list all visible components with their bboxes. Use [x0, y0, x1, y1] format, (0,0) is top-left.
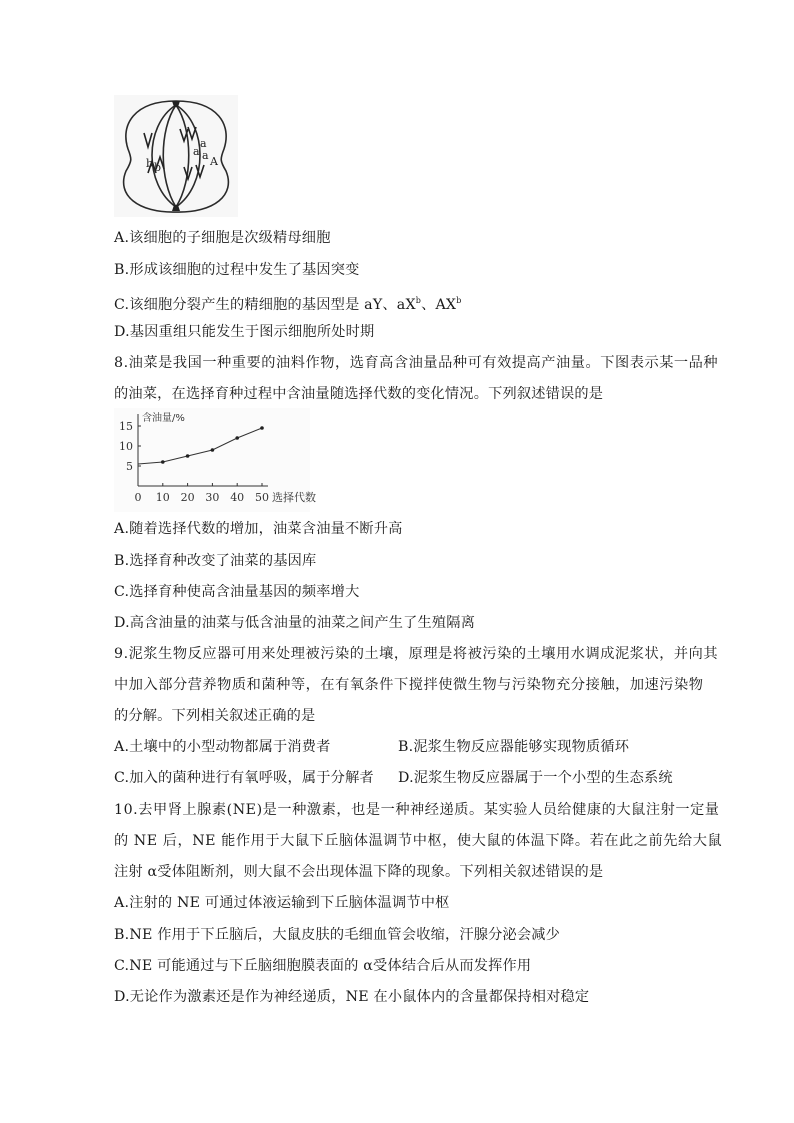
q8-option-b: B.选择育种改变了油菜的基因库 — [114, 553, 317, 569]
gene-label: b — [154, 161, 162, 174]
q7-option-c-sup1: b — [415, 296, 422, 305]
y-axis-label: 含油量/% — [142, 413, 185, 424]
q7-option-c-sep: 、AX — [421, 297, 457, 313]
q9-option-a: A.土壤中的小型动物都属于消费者 — [114, 739, 331, 755]
data-point — [235, 436, 239, 440]
x-tick-label: 0 — [134, 491, 142, 504]
y-tick-label: 15 — [119, 420, 133, 433]
q10-option-a: A.注射的 NE 可通过体液运输到下丘脑体温调节中枢 — [114, 895, 450, 911]
gene-label: a — [200, 137, 207, 150]
x-tick-label: 50 — [255, 491, 269, 504]
q8-stem-line1: 8.油菜是我国一种重要的油料作物，选育高含油量品种可有效提高产油量。下图表示某一品种 — [114, 355, 719, 371]
q8-option-a: A.随着选择代数的增加，油菜含油量不断升高 — [114, 521, 403, 537]
y-tick-label: 5 — [126, 460, 133, 473]
q10-stem-line3: 注射 α受体阻断剂，则大鼠不会出现体温下降的现象。下列相关叙述错误的是 — [114, 864, 604, 880]
q8-option-c: C.选择育种使高含油量基因的频率增大 — [114, 584, 360, 600]
q10-option-b: B.NE 作用于下丘脑后，大鼠皮肤的毛细血管会收缩，汗腺分泌会减少 — [114, 927, 561, 943]
q7-option-d: D.基因重组只能发生于图示细胞所处时期 — [114, 324, 375, 340]
y-tick-label: 10 — [119, 440, 133, 453]
data-point — [260, 426, 264, 430]
data-point — [186, 454, 190, 458]
gene-label: b — [146, 157, 154, 170]
q10-stem-line1: 10.去甲肾上腺素(NE)是一种激素，也是一种神经递质。某实验人员给健康的大鼠注射一定量 — [114, 802, 720, 818]
q7-option-b: B.形成该细胞的过程中发生了基因突变 — [114, 262, 360, 278]
gene-label: a — [202, 149, 209, 162]
q9-option-d: D.泥浆生物反应器属于一个小型的生态系统 — [398, 770, 673, 786]
q9-stem-line3: 的分解。下列相关叙述正确的是 — [114, 708, 316, 724]
q8-stem-line2: 的油菜，在选择育种过程中含油量随选择代数的变化情况。下列叙述错误的是 — [114, 386, 604, 402]
x-tick-label: 20 — [180, 491, 195, 504]
x-axis-label: 选择代数 — [272, 491, 316, 504]
x-tick-label: 10 — [155, 491, 170, 504]
q9-option-b: B.泥浆生物反应器能够实现物质循环 — [398, 739, 630, 755]
q7-option-a: A.该细胞的子细胞是次级精母细胞 — [114, 230, 331, 246]
cell-division-figure — [114, 95, 238, 217]
x-tick-label: 40 — [230, 491, 245, 504]
x-tick-label: 30 — [205, 491, 220, 504]
q7-option-c — [114, 291, 462, 315]
gene-label: a — [193, 145, 200, 158]
q10-option-c: C.NE 可能通过与下丘脑细胞膜表面的 α受体结合后从而发挥作用 — [114, 958, 532, 974]
q9-stem-line2: 中加入部分营养物质和菌种等，在有氧条件下搅拌使微生物与污染物充分接触，加速污染物 — [114, 677, 704, 693]
series-line — [138, 428, 262, 464]
oil-content-chart — [114, 408, 316, 512]
data-point — [161, 460, 165, 464]
q10-stem-line2: 的 NE 后，NE 能作用于大鼠下丘脑体温调节中枢，使大鼠的体温下降。若在此之前先给大鼠 — [114, 833, 723, 849]
gene-label: A — [210, 155, 218, 168]
q7-option-c-text: C.该细胞分裂产生的精细胞的基因型是 aY、aX — [114, 297, 416, 313]
q8-option-d: D.高含油量的油菜与低含油量的油菜之间产生了生殖隔离 — [114, 615, 476, 631]
data-point — [211, 448, 215, 452]
q9-option-c: C.加入的菌种进行有氧呼吸，属于分解者 — [114, 770, 374, 786]
q10-option-d: D.无论作为激素还是作为神经递质，NE 在小鼠体内的含量都保持相对稳定 — [114, 989, 590, 1005]
q9-stem-line1: 9.泥浆生物反应器可用来处理被污染的土壤，原理是将被污染的土壤用水调成泥浆状，并向其 — [114, 646, 719, 662]
q7-option-c-sup2: b — [456, 296, 462, 305]
